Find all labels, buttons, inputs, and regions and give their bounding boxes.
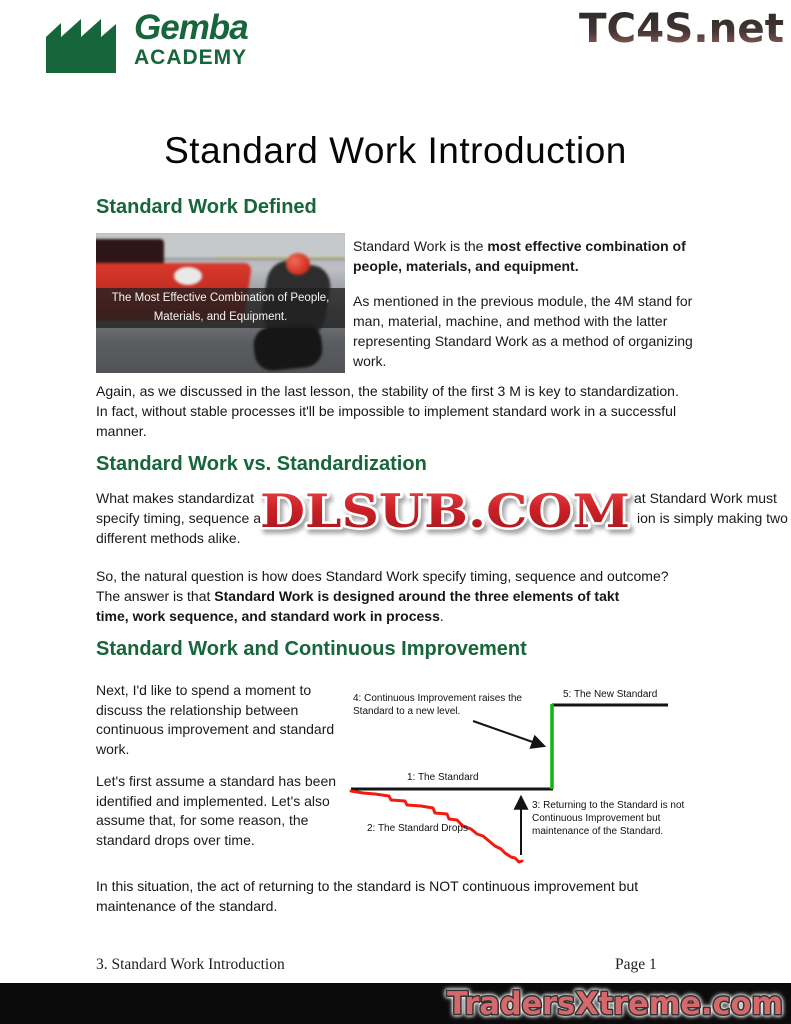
- wm-line1-left: What makes standardizat: [96, 490, 254, 506]
- label4-arrow: [473, 721, 544, 746]
- factory-icon: [46, 15, 124, 73]
- logo-subtitle: ACADEMY: [134, 46, 248, 69]
- tc4s-watermark-text: TC4S.net: [579, 6, 784, 52]
- tc4s-watermark: [572, 2, 790, 54]
- paragraph-assume: Let's first assume a standard has been identified and implemented. Let's also assume that, for some reason, the standard drops over time.: [96, 773, 337, 848]
- dlsub-watermark: [246, 480, 646, 544]
- stability-line1: Again, as we discussed in the last lesson, the stability of the first 3 M is key to standardization.: [96, 383, 679, 399]
- paragraph-watermarked: [96, 484, 791, 554]
- wm-line2-right: ion is simply making two: [637, 510, 788, 526]
- defined-intro-column: [353, 236, 709, 371]
- diagram-label-5: 5: The New Standard: [563, 689, 658, 700]
- not-ci-line1: In this situation, the act of returning to the standard is NOT continuous improvement but: [96, 878, 639, 894]
- ci-text-column: [96, 681, 348, 850]
- page-footer: [96, 956, 786, 974]
- footer-page-number: Page 1: [615, 956, 657, 973]
- bottom-bar: [0, 983, 791, 1024]
- paragraph-relationship: Next, I'd like to spend a moment to discuss the relationship between continuous improvement and standard work.: [96, 682, 335, 757]
- stability-line3: manner.: [96, 423, 147, 439]
- image-caption-line2: Materials, and Equipment.: [153, 311, 288, 323]
- tradersxtreme-watermark: [441, 983, 789, 1024]
- diagram-label-4: 4: Continuous Improvement raises the Standard to a new level.: [353, 693, 522, 717]
- paragraph-definition: [353, 236, 709, 276]
- elements-line3-end: .: [439, 608, 444, 624]
- diagram-label-1: 1: The Standard: [407, 772, 479, 783]
- gemba-academy-logo: [46, 10, 248, 73]
- logo-text: [134, 10, 248, 68]
- pitstop-image: [96, 233, 345, 373]
- paragraph-stability: [96, 381, 791, 441]
- heading-vs-standardization: Standard Work vs. Standardization: [96, 453, 427, 475]
- wm-line3: different methods alike.: [96, 530, 241, 546]
- paragraph-not-ci: [96, 876, 791, 916]
- diagram-label-3: 3: Returning to the Standard is not Continuous Improvement but maintenance of the Standard.: [532, 800, 685, 837]
- diagram-label-2: 2: The Standard Drops: [367, 823, 468, 834]
- tradersxtreme-watermark-text: TradersXtreme.com: [447, 986, 783, 1022]
- definition-bold: most effective combination of people, materials, and equipment.: [353, 238, 686, 274]
- heading-continuous-improvement: Standard Work and Continuous Improvement: [96, 638, 527, 660]
- not-ci-line2: maintenance of the standard.: [96, 898, 278, 914]
- footer-chapter: 3. Standard Work Introduction: [96, 956, 285, 973]
- definition-normal: Standard Work is the: [353, 238, 488, 254]
- elements-line2-bold: Standard Work is designed around the three elements of takt: [214, 588, 620, 604]
- elements-line2-normal: The answer is that: [96, 588, 215, 604]
- stability-line2: In fact, without stable processes it'll be impossible to implement standard work in a successful: [96, 403, 677, 419]
- logo-title: Gemba: [134, 8, 248, 47]
- wm-line1-right: at Standard Work must: [634, 490, 777, 506]
- elements-line1: So, the natural question is how does Standard Work specify timing, sequence and outcome?: [96, 568, 669, 584]
- heading-standard-work-defined: Standard Work Defined: [96, 196, 317, 218]
- wm-line2-left: specify timing, sequence a: [96, 510, 261, 526]
- image-caption-line1: The Most Effective Combination of People,: [111, 292, 330, 304]
- standard-work-diagram: [345, 685, 791, 867]
- elements-line3-bold: time, work sequence, and standard work in process: [96, 608, 440, 624]
- paragraph-4m: As mentioned in the previous module, the 4M stand for man, material, machine, and method with the latter representing Standard Work as a method of organizing work.: [353, 293, 693, 369]
- image-caption: [96, 288, 345, 328]
- paragraph-three-elements: [96, 566, 791, 626]
- dlsub-watermark-text: DLSUB.COM: [260, 484, 630, 538]
- page-title: Standard Work Introduction: [164, 130, 627, 171]
